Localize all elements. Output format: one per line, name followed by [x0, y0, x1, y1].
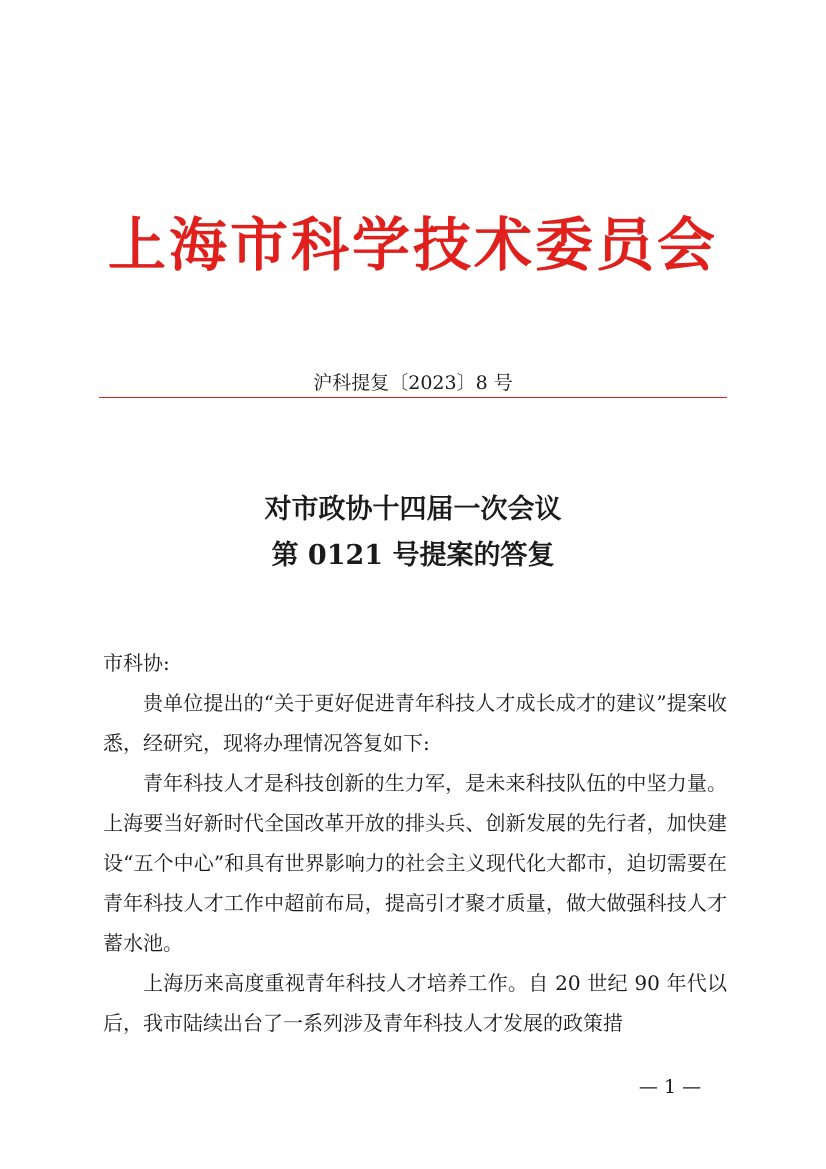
document-body: [103, 643, 727, 1043]
document-number: 沪科提复〔2023〕8 号: [313, 372, 513, 394]
salutation: 市科协:: [103, 651, 170, 675]
title-line-1: 对市政协十四届一次会议: [264, 494, 562, 525]
paragraph-2: 青年科技人才是科技创新的生力军，是未来科技队伍的中坚力量。上海要当好新时代全国改革开放的排头兵、创新发展的先行者，加快建设“五个中心”和具有世界影响力的社会主义现代化大都市，迫切需要在青年科技人才工作中超前布局，提高引才聚才质量，做大做强科技人才蓄水池。: [103, 771, 727, 955]
red-divider-line: [99, 397, 727, 398]
paragraph-1: 贵单位提出的“关于更好促进青年科技人才成长成才的建议”提案收悉，经研究，现将办理情况答复如下:: [103, 691, 727, 755]
document-title: [0, 487, 826, 579]
title-line-2: 第 0121 号提案的答复: [271, 540, 555, 571]
agency-header: 上海市科学技术委员会: [107, 211, 718, 279]
page-number: — 1 —: [638, 1076, 702, 1098]
paragraph-3: 上海历来高度重视青年科技人才培养工作。自 20 世纪 90 年代以后，我市陆续出台了一系列涉及青年科技人才发展的政策措: [103, 971, 727, 1035]
